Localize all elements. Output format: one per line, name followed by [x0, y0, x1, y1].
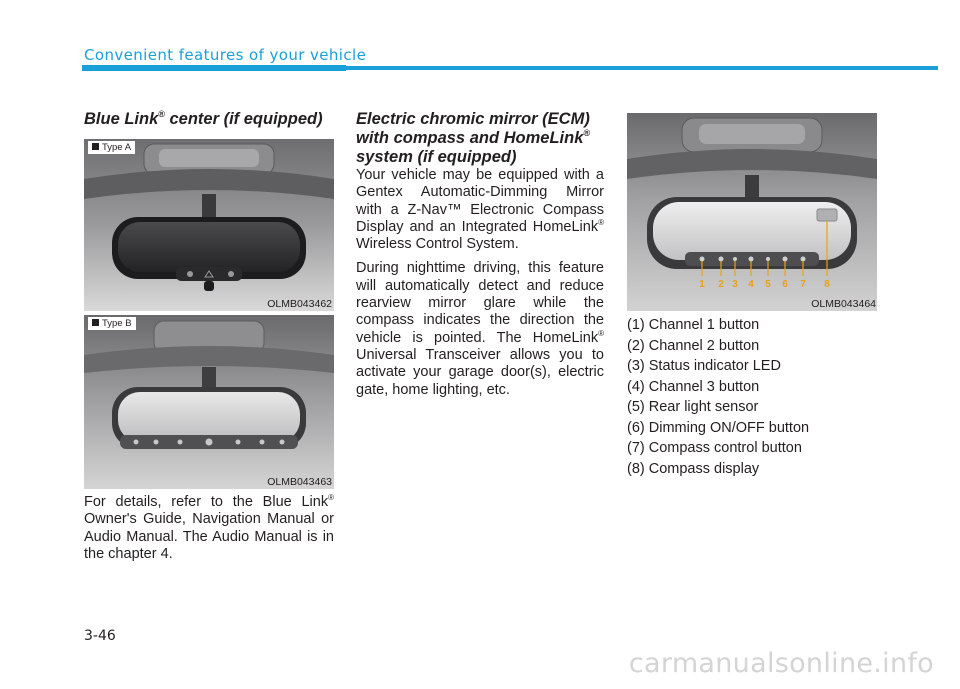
type-a-label: Type A — [88, 141, 135, 154]
blue-link-body: For details, refer to the Blue Link® Owner's Guide, Navigation Manual or Audio Manual. The Audio Manual is in the chapter 4. — [84, 493, 334, 562]
blue-link-title: Blue Link® center (if equipped) — [84, 109, 323, 128]
ecm-title: Electric chromic mirror (ECM) with compass and HomeLink® system (if equipped) — [356, 110, 591, 166]
figure-code-b: OLMB043463 — [267, 476, 332, 488]
list-item: (2) Channel 2 button — [627, 337, 760, 354]
watermark: carmanualsonline.info — [628, 648, 934, 679]
list-item: (6) Dimming ON/OFF button — [627, 419, 810, 436]
header-rule — [82, 66, 938, 70]
feature-list — [627, 315, 809, 479]
callout-7: 7 — [800, 279, 806, 290]
callout-2: 2 — [718, 279, 724, 290]
callout-4: 4 — [748, 279, 754, 290]
callout-5: 5 — [765, 279, 771, 290]
mirror-photo-type-a — [84, 139, 334, 311]
list-item: (4) Channel 3 button — [627, 378, 760, 395]
callout-3: 3 — [732, 279, 738, 290]
mirror-photo-callouts — [627, 113, 877, 311]
figure-code-a: OLMB043462 — [267, 298, 332, 310]
callout-8: 8 — [824, 279, 830, 290]
mirror-photo-type-b — [84, 315, 334, 489]
list-item: (3) Status indicator LED — [627, 358, 781, 374]
list-item: (7) Compass control button — [627, 440, 802, 456]
section-title: Convenient features of your vehicle — [84, 46, 367, 64]
callout-1: 1 — [699, 279, 705, 290]
type-b-label: Type B — [88, 317, 136, 330]
list-item: (5) Rear light sensor — [627, 399, 759, 415]
ecm-body: Your vehicle may be equipped with a Gentex Automatic-Dimming Mirror with a Z-Nav™ Electronic Compass Display and an Integrated HomeLink® Wireless Control System. During nighttime driving, this feature will automatically detect and reduce rearview mirror glare while the compass indicates the direction the vehicle is pointed. The HomeLink® Universal Transceiver allows you to activate your garage door(s), electric gate, home lighting, etc. — [356, 167, 604, 398]
callout-6: 6 — [782, 279, 788, 290]
page-number: 3-46 — [84, 628, 116, 644]
list-item: (8) Compass display — [627, 460, 760, 477]
list-item: (1) Channel 1 button — [627, 317, 760, 333]
figure-code-c: OLMB043464 — [811, 298, 876, 310]
